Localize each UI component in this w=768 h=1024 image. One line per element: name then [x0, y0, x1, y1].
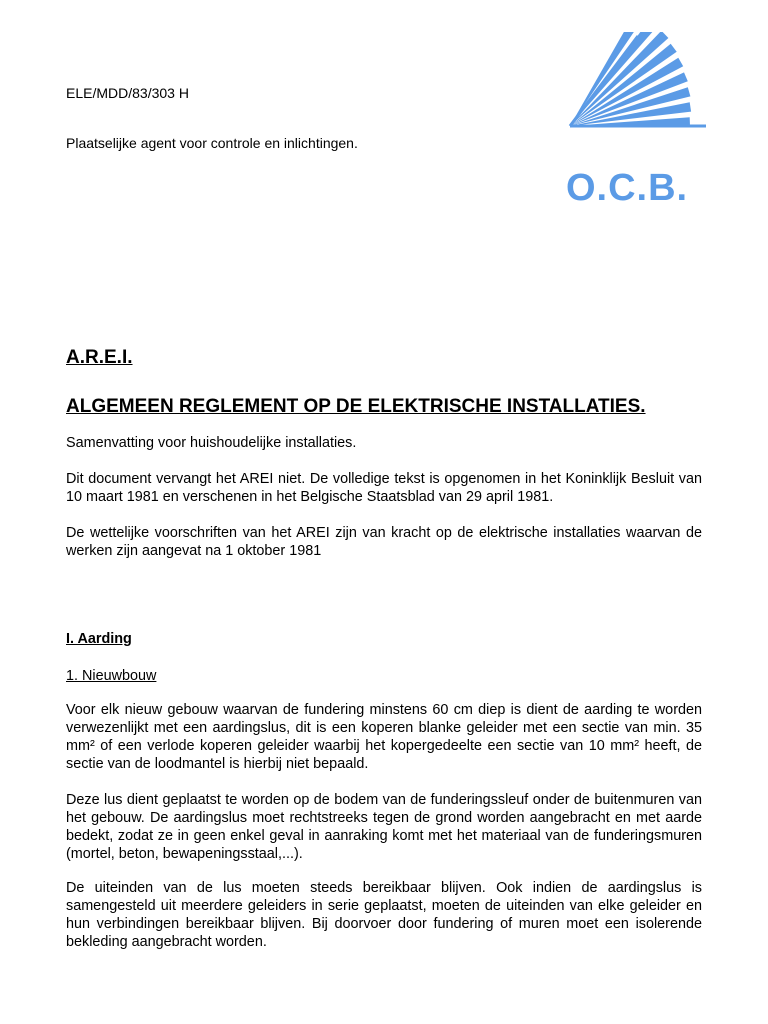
section-paragraph-3: De uiteinden van de lus moeten steeds bereikbaar blijven. Ook indien de aardingslus is samengesteld uit meerdere geleiders in serie geplaatst, moeten de uiteinden van elke geleider en hun verbindingen bereikbaar blijven. Bij doorvoer door fundering of muren moet een isolerende bekleding aangebracht worden. [66, 880, 702, 950]
title-full: ALGEMEEN REGLEMENT OP DE ELEKTRISCHE INSTALLATIES. [66, 396, 646, 417]
agent-line: Plaatselijke agent voor controle en inlichtingen. [66, 135, 358, 151]
intro-paragraph-1: Dit document vervangt het AREI niet. De volledige tekst is opgenomen in het Koninklijk Besluit van 10 maart 1981 en verschenen in het Belgische Staatsblad van 29 april 1981. [66, 471, 702, 505]
ocb-logo [564, 32, 710, 209]
ocb-logo-rays-icon [564, 32, 710, 132]
section-subheading: 1. Nieuwbouw [66, 668, 157, 684]
section-paragraph-1: Voor elk nieuw gebouw waarvan de fundering minstens 60 cm diep is dient de aarding te worden verwezenlijkt met een aardingslus, dit is een koperen blanke geleider met een sectie van min. 35 mm² of een verlode koperen geleider waarbij het kopergedeelte een sectie van 10 mm² heeft, de sectie van de loodmantel is hierbij niet bepaald. [66, 702, 702, 772]
document-reference: ELE/MDD/83/303 H [66, 85, 189, 101]
section-paragraph-2: Deze lus dient geplaatst te worden op de bodem van de funderingssleuf onder de buitenmuren van het gebouw. De aardingslus moet rechtstreeks tegen de grond worden aangebracht en met aarde bedekt, zodat ze in geen enkel geval in aanraking komt met het materiaal van de funderingsmuren (mortel, beton, bewapeningsstaal,...). [66, 792, 702, 862]
title-acronym: A.R.E.I. [66, 347, 133, 368]
intro-summary: Samenvatting voor huishoudelijke installaties. [66, 435, 357, 451]
ocb-logo-text: O.C.B. [566, 167, 689, 209]
section-heading: I. Aarding [66, 631, 132, 647]
intro-paragraph-2: De wettelijke voorschriften van het AREI zijn van kracht op de elektrische installaties waarvan de werken zijn aangevat na 1 oktober 1981 [66, 525, 702, 559]
